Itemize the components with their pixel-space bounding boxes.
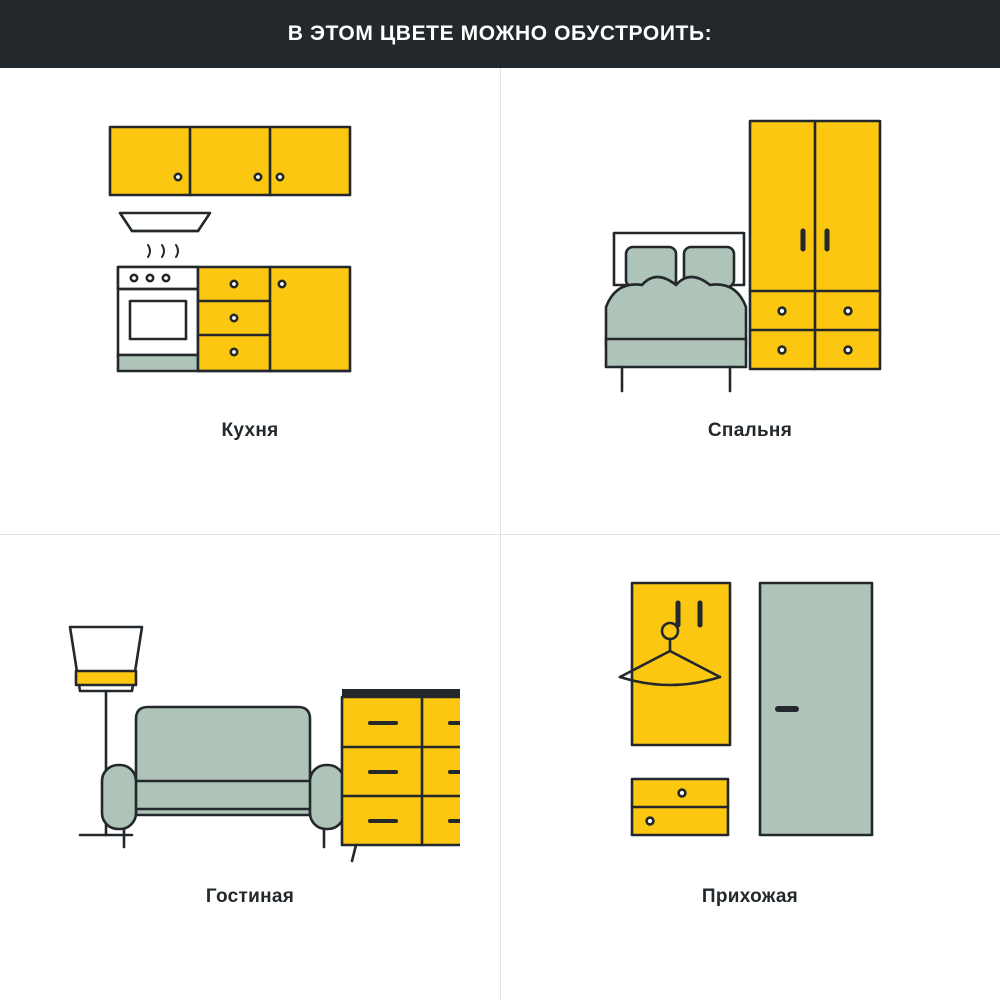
header-bar: [0, 0, 1000, 68]
room-card-hallway[interactable]: [500, 534, 1000, 1000]
living-room-illustration-wrap: [30, 552, 470, 882]
room-card-kitchen[interactable]: [0, 68, 500, 534]
room-label-hallway: Прихожая: [701, 886, 799, 907]
bedroom-illustration-wrap: [530, 86, 970, 416]
bedroom-icon: [600, 101, 900, 401]
room-grid: [0, 68, 1000, 1000]
room-card-living-room[interactable]: [0, 534, 500, 1000]
page-title: В ЭТОМ ЦВЕТЕ МОЖНО ОБУСТРОИТЬ:: [287, 22, 713, 45]
room-card-bedroom[interactable]: [500, 68, 1000, 534]
living-room-icon: [40, 567, 460, 867]
room-label-kitchen: Кухня: [221, 420, 279, 441]
kitchen-illustration-wrap: [30, 86, 470, 416]
hallway-illustration-wrap: [530, 552, 970, 882]
room-label-bedroom: Спальня: [707, 420, 793, 441]
kitchen-icon: [100, 101, 400, 401]
hallway-icon: [600, 567, 900, 867]
room-label-living-room: Гостиная: [205, 886, 295, 907]
